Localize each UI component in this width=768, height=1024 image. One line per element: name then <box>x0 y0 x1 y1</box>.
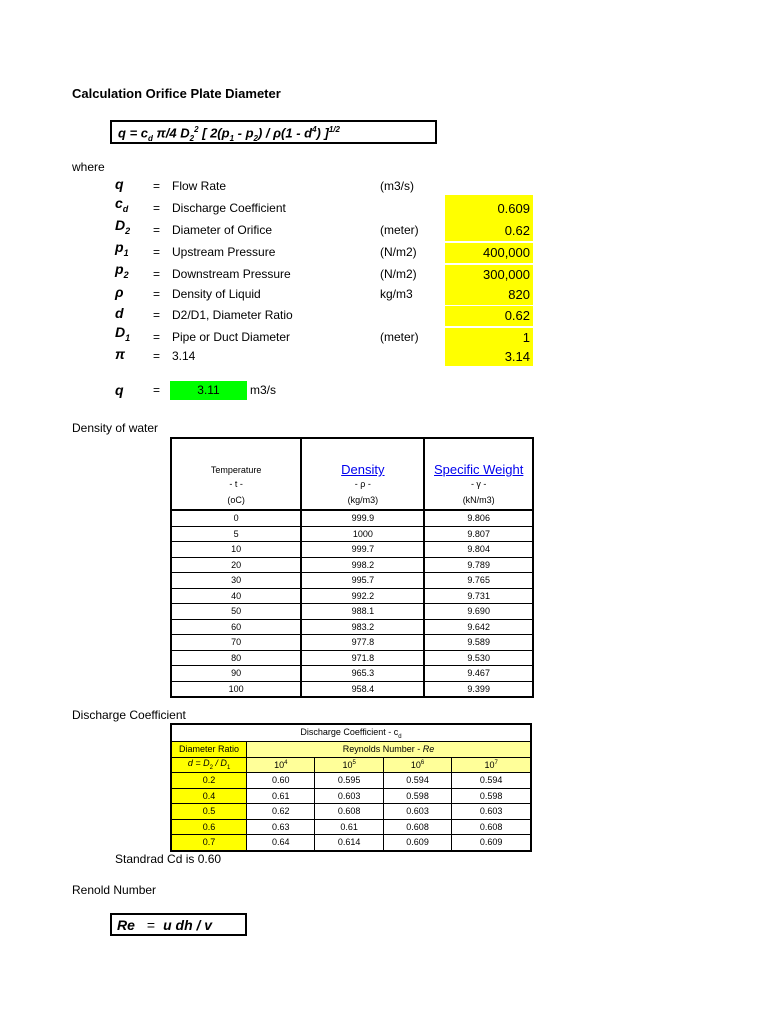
cell-coefficient: 0.64 <box>247 835 315 851</box>
cell-coefficient: 0.61 <box>247 788 315 804</box>
variable-equals: = <box>153 267 161 281</box>
reynolds-label: Reynolds Number - Re <box>247 742 531 758</box>
cell-specific-weight: 9.690 <box>424 604 533 620</box>
cell-temperature: 20 <box>171 557 301 573</box>
variable-equals: = <box>153 245 161 259</box>
variable-row <box>0 217 768 241</box>
header-density-unit: (kg/m3) <box>301 491 424 510</box>
water-section-label: Density of water <box>72 421 159 435</box>
variable-symbol-wrap: ρ <box>115 284 124 300</box>
variable-equals: = <box>153 308 161 322</box>
re-col-4: $10^7$ <box>452 757 531 773</box>
cell-density: 992.2 <box>301 588 424 604</box>
variable-symbol-wrap: $p_1$ <box>115 239 129 258</box>
cell-specific-weight: 9.765 <box>424 573 533 589</box>
cell-diameter-ratio: 0.4 <box>171 788 247 804</box>
variable-input-value[interactable]: 0.609 <box>445 195 533 221</box>
cell-density: 1000 <box>301 526 424 542</box>
variable-symbol-wrap: $c_d$ <box>115 195 129 214</box>
header-density-symbol: - ρ - <box>301 477 424 491</box>
table-row <box>171 681 533 697</box>
cell-temperature: 80 <box>171 650 301 666</box>
table-row <box>171 666 533 682</box>
cell-density: 971.8 <box>301 650 424 666</box>
renold-section-label: Renold Number <box>72 883 157 897</box>
cell-density: 988.1 <box>301 604 424 620</box>
table-row <box>171 510 533 526</box>
water-density-table <box>170 437 534 698</box>
cell-temperature: 60 <box>171 619 301 635</box>
variable-input-value[interactable]: 0.62 <box>445 306 533 326</box>
table-row <box>171 635 533 651</box>
result-equals: = <box>153 383 161 397</box>
cell-temperature: 90 <box>171 666 301 682</box>
variable-row <box>0 306 768 326</box>
reynolds-formula: Re = u dh / v <box>110 913 247 936</box>
table-row <box>171 604 533 620</box>
cell-temperature: 70 <box>171 635 301 651</box>
page-title: Calculation Orifice Plate Diameter <box>72 86 281 101</box>
variable-input-value[interactable]: 400,000 <box>445 243 533 263</box>
table-row <box>171 542 533 558</box>
cell-coefficient: 0.594 <box>452 773 531 789</box>
header-weight-unit: (kN/m3) <box>424 491 533 510</box>
header-temperature: Temperature <box>171 438 301 477</box>
variable-input-value[interactable]: 300,000 <box>445 265 533 285</box>
cell-temperature: 30 <box>171 573 301 589</box>
cell-temperature: 40 <box>171 588 301 604</box>
ratio-formula: $d = D_2 / D_1$ <box>171 757 247 773</box>
header-temp-symbol: - t - <box>171 477 301 491</box>
variable-input-value[interactable]: 820 <box>445 285 533 305</box>
variable-description: Upstream Pressure <box>172 245 276 259</box>
cell-temperature: 0 <box>171 510 301 526</box>
variable-unit: (N/m2) <box>380 245 417 259</box>
re-col-1: $10^4$ <box>247 757 315 773</box>
cell-temperature: 100 <box>171 681 301 697</box>
variable-symbol-wrap: $D_1$ <box>115 324 131 343</box>
variable-unit: (m3/s) <box>380 179 414 193</box>
variable-input-value[interactable]: 1 <box>445 328 533 348</box>
cell-specific-weight: 9.589 <box>424 635 533 651</box>
cell-specific-weight: 9.399 <box>424 681 533 697</box>
cell-specific-weight: 9.804 <box>424 542 533 558</box>
cell-coefficient: 0.598 <box>383 788 451 804</box>
variable-row <box>0 347 768 367</box>
dc-section-label: Discharge Coefficient <box>72 708 186 722</box>
cell-coefficient: 0.63 <box>247 819 315 835</box>
variable-equals: = <box>153 223 161 237</box>
cell-density: 995.7 <box>301 573 424 589</box>
variable-unit: (meter) <box>380 330 419 344</box>
table-row <box>171 650 533 666</box>
cell-coefficient: 0.60 <box>247 773 315 789</box>
table-row <box>171 804 531 820</box>
cell-temperature: 10 <box>171 542 301 558</box>
discharge-coefficient-table <box>170 723 532 852</box>
variable-input-value[interactable]: 3.14 <box>445 347 533 366</box>
standard-cd-note: Standrad Cd is 0.60 <box>115 852 222 866</box>
variable-description: Discharge Coefficient <box>172 201 286 215</box>
cell-coefficient: 0.608 <box>315 804 383 820</box>
table-row <box>171 588 533 604</box>
variable-row <box>0 239 768 263</box>
variable-equals: = <box>153 287 161 301</box>
variable-description: 3.14 <box>172 349 196 363</box>
variable-row <box>0 285 768 305</box>
re-col-2: $10^5$ <box>315 757 383 773</box>
orifice-formula: $q = c_d$ π/4 $D_2^2$ [ $2(p_1 - p_2) / \rho(1 - d^4)$ ]$^{1/2}$ <box>110 120 437 144</box>
cell-temperature: 50 <box>171 604 301 620</box>
result-symbol: q <box>115 382 124 398</box>
cell-density: 999.7 <box>301 542 424 558</box>
cell-coefficient: 0.603 <box>383 804 451 820</box>
cell-coefficient: 0.608 <box>383 819 451 835</box>
cell-specific-weight: 9.807 <box>424 526 533 542</box>
cell-coefficient: 0.594 <box>383 773 451 789</box>
where-label: where <box>72 160 105 174</box>
variable-description: Density of Liquid <box>172 287 261 301</box>
header-weight-symbol: - γ - <box>424 477 533 491</box>
variable-input-value[interactable]: 0.62 <box>445 221 533 241</box>
cell-coefficient: 0.62 <box>247 804 315 820</box>
variable-symbol-wrap: π <box>115 346 125 362</box>
cell-coefficient: 0.614 <box>315 835 383 851</box>
variable-description: D2/D1, Diameter Ratio <box>172 308 293 322</box>
variable-unit: (meter) <box>380 223 419 237</box>
table-row <box>171 526 533 542</box>
variable-equals: = <box>153 349 161 363</box>
table-row <box>171 557 533 573</box>
cell-density: 999.9 <box>301 510 424 526</box>
header-specific-weight-link[interactable]: Specific Weight <box>434 462 524 477</box>
cell-diameter-ratio: 0.5 <box>171 804 247 820</box>
cell-coefficient: 0.608 <box>452 819 531 835</box>
variable-symbol-wrap: $p_2$ <box>115 261 129 280</box>
variable-symbol-wrap: d <box>115 305 124 321</box>
cell-coefficient: 0.603 <box>315 788 383 804</box>
table-row <box>171 835 531 851</box>
cell-specific-weight: 9.642 <box>424 619 533 635</box>
cell-specific-weight: 9.731 <box>424 588 533 604</box>
cell-density: 977.8 <box>301 635 424 651</box>
cell-coefficient: 0.609 <box>383 835 451 851</box>
variable-row <box>0 195 768 219</box>
cell-specific-weight: 9.806 <box>424 510 533 526</box>
variable-row <box>0 324 768 348</box>
diameter-ratio-label: Diameter Ratio <box>171 742 247 758</box>
variable-unit: kg/m3 <box>380 287 413 301</box>
result-value[interactable]: 3.11 <box>170 381 247 400</box>
cell-temperature: 5 <box>171 526 301 542</box>
result-unit: m3/s <box>250 383 277 397</box>
variable-description: Diameter of Orifice <box>172 223 273 237</box>
cell-density: 983.2 <box>301 619 424 635</box>
cell-diameter-ratio: 0.2 <box>171 773 247 789</box>
cell-coefficient: 0.598 <box>452 788 531 804</box>
cell-coefficient: 0.609 <box>452 835 531 851</box>
variable-row <box>0 177 768 197</box>
variable-equals: = <box>153 179 161 193</box>
cell-specific-weight: 9.530 <box>424 650 533 666</box>
variable-description: Flow Rate <box>172 179 227 193</box>
cell-coefficient: 0.603 <box>452 804 531 820</box>
cell-specific-weight: 9.789 <box>424 557 533 573</box>
variable-equals: = <box>153 330 161 344</box>
cell-specific-weight: 9.467 <box>424 666 533 682</box>
cell-diameter-ratio: 0.7 <box>171 835 247 851</box>
cell-density: 958.4 <box>301 681 424 697</box>
cell-density: 998.2 <box>301 557 424 573</box>
cell-density: 965.3 <box>301 666 424 682</box>
table-row <box>171 573 533 589</box>
header-temp-unit: (oC) <box>171 491 301 510</box>
header-density-link[interactable]: Density <box>341 462 385 477</box>
table-row <box>171 773 531 789</box>
cell-coefficient: 0.61 <box>315 819 383 835</box>
variable-row <box>0 261 768 285</box>
table-row <box>171 788 531 804</box>
variable-description: Downstream Pressure <box>172 267 291 281</box>
variable-symbol-wrap: $D_2$ <box>115 217 131 236</box>
cell-diameter-ratio: 0.6 <box>171 819 247 835</box>
dc-table-title: Discharge Coefficient - $c_d$ <box>171 724 531 742</box>
table-row <box>171 819 531 835</box>
variable-description: Pipe or Duct Diameter <box>172 330 291 344</box>
cell-coefficient: 0.595 <box>315 773 383 789</box>
re-col-3: $10^6$ <box>383 757 451 773</box>
table-row <box>171 619 533 635</box>
variable-equals: = <box>153 201 161 215</box>
variable-unit: (N/m2) <box>380 267 417 281</box>
variable-symbol-wrap: q <box>115 176 124 192</box>
